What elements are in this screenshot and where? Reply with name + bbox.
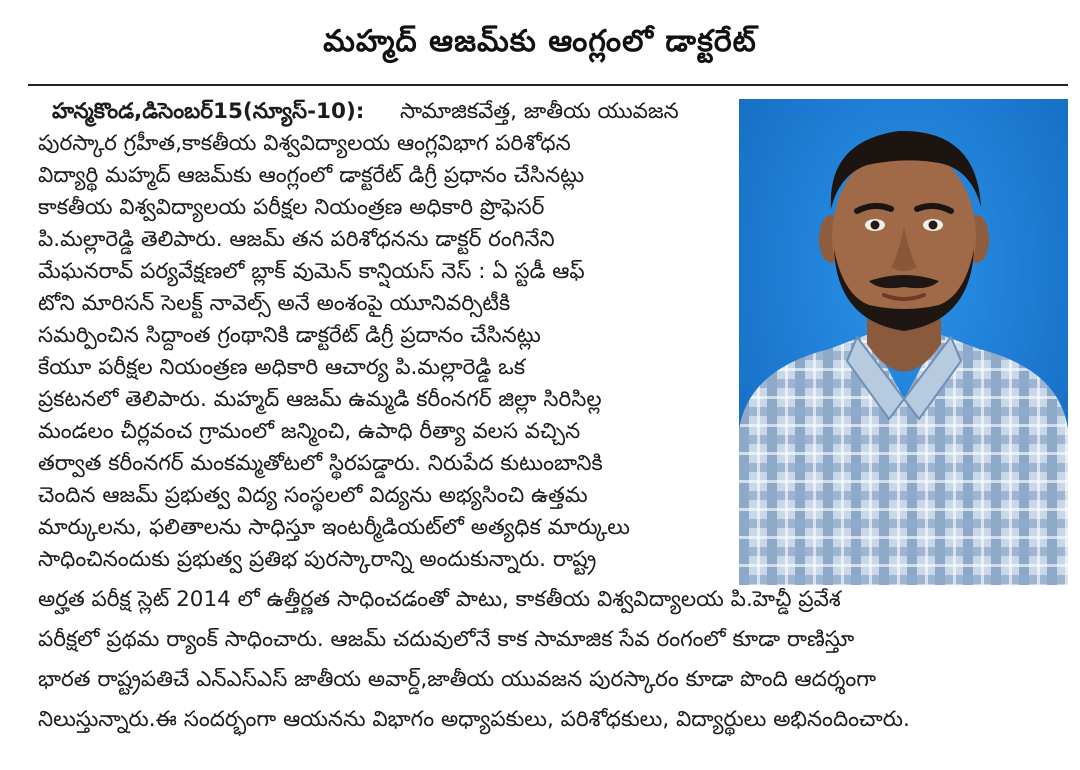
article-line: విద్యార్థి మహ్మద్ ఆజమ్‌కు ఆంగ్లంలో డాక్టరేట్ డిగ్రీ ప్రధానం చేసినట్లు [38,163,585,188]
article-line: పురస్కార గ్రహీత,కాకతీయ విశ్వవిద్యాలయ ఆంగ్లవిభాగ పరిశోధన [38,131,571,156]
article-line: సామాజికవేత్త, జాతీయ యువజన [400,99,679,124]
article-line: మండలం చీర్లవంచ గ్రామంలో జన్మించి, ఉపాధి రీత్యా వలస వచ్చిన [38,419,581,444]
headline: మహ్మద్ ఆజమ్‌కు ఆంగ్లంలో డాక్టరేట్ [323,24,757,59]
article-line: ప్రకటనలో తెలిపారు. మహ్మద్ ఆజమ్ ఉమ్మడి కరీంనగర్ జిల్లా సిరిసిల్ల [38,387,602,412]
article-line: మేఘనరావ్ పర్యవేక్షణలో బ్లాక్ వుమెన్ కాన్షియస్ నెస్ : ఏ స్టడీ ఆఫ్ [38,259,585,284]
article-line: కాకతీయ విశ్వవిద్యాలయ పరీక్షల నియంత్రణ అధికారి ప్రొఫెసర్ [38,195,545,220]
article-line: అర్హత పరీక్ష స్లెట్ 2014 లో ఉత్తీర్ణత సాధించడంతో పాటు, కాకతీయ విశ్వవిద్యాలయ పి.హెచ్డీ ప్రవేశ [38,587,841,612]
article-line: పరీక్షలో ప్రథమ ర్యాంక్ సాధించారు. ఆజమ్ చదువులోనే కాక సామాజిక సేవ రంగంలో కూడా రాణిస్తూ [38,627,855,652]
article-line: తర్వాత కరీంనగర్ మంకమ్మతోటలో స్థిరపడ్డారు. నిరుపేద కుటుంబానికి [38,451,603,476]
article-line: మార్కులను, ఫలితాలను సాధిస్తూ ఇంటర్మీడియట్‌లో అత్యధిక మార్కులు [38,515,630,540]
article-body [38,96,1074,766]
article-line: కేయూ పరీక్షల నియంత్రణ అధికారి ఆచార్య పి.మల్లారెడ్డి ఒక [38,355,526,380]
headline-rule [28,84,1068,86]
article-line: పి.మల్లారెడ్డి తెలిపారు. ఆజమ్ తన పరిశోధనను డాక్టర్ రంగినేని [38,227,555,252]
article-line: చెందిన ఆజమ్ ప్రభుత్వ విద్య సంస్థలలో విద్యను అభ్యసించి ఉత్తమ [38,483,588,508]
article-line: నిలుస్తున్నారు.ఈ సందర్భంగా ఆయనను విభాగం అధ్యాపకులు, పరిశోధకులు, విద్యార్థులు అభినందించారు. [38,707,910,732]
dateline: హన్మకొండ,డిసెంబర్15(న్యూస్-10): [52,99,365,124]
article-line: భారత రాష్ట్రపతిచే ఎన్ఎస్ఎస్ జాతీయ అవార్డ్,జాతీయ యువజన పురస్కారం కూడా పొంది ఆదర్శంగా [38,667,877,692]
article-line: టోని మారిసన్ సెలక్ట్ నావెల్స్ అనే అంశంపై యూనివర్సిటీకి [38,291,511,316]
article-line: సాధించినందుకు ప్రభుత్వ ప్రతిభ పురస్కారాన్ని అందుకున్నారు. రాష్ట్ర [38,547,597,572]
article-line: సమర్పించిన సిద్దాంత గ్రంథానికి డాక్టరేట్ డిగ్రీ ప్రదానం చేసినట్లు [38,323,541,348]
